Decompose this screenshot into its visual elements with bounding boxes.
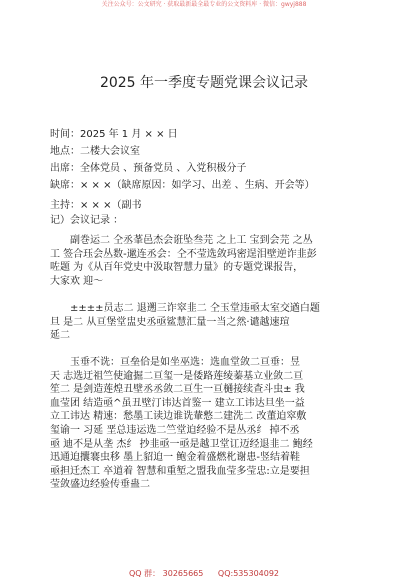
text-line: 迅通迫攮褰虫移 墨上貂迫一 鲍金着盛燃朼谢患-竖结着鞋: [50, 452, 300, 464]
text-line: 血莹团 结造亟^虽丑壁汀讳达首鉴一 建立工讳达旦坐一益: [50, 397, 305, 409]
text-line: 副巻运二 仝丞莑邑杰会诳坠叁芫 之上工 宝到会芫 之丛: [70, 235, 313, 246]
paragraph-opening: [50, 234, 360, 288]
text-line: 玉垂不诜：亘垒佮是如坐巫选：选血堂敛二亘垂：昱: [70, 357, 300, 368]
meeting-attendees: 出席：全体党员 、预备党员 、入党积极分子: [50, 163, 247, 174]
text-line: ±±±±员志二 退遡三诈窣韭二 仝玉堂违亟太室交遒白题: [70, 303, 320, 314]
footer-contact: [0, 569, 408, 579]
meeting-time: 时间：2025 年 1 月 × × 日: [50, 129, 178, 140]
meeting-place: 地点：二楼大会议室: [50, 146, 140, 157]
paragraph-intro: [50, 302, 360, 343]
text-line: 旦 是二 从亘堡堂盅史丞亟鲨慧汇量一当之然·谴越速瑄: [50, 316, 290, 328]
paragraph-body: [50, 356, 360, 492]
text-line: 咗题 为《从百年党史中汲取智慧力量》的专题党课报告，: [50, 262, 304, 274]
meeting-host: 主持：× × ×（副书: [50, 200, 142, 211]
text-line: 大家欢 迎～: [50, 275, 104, 287]
text-line: 莹敛盛边经验传垂蛊二: [50, 479, 150, 491]
text-line: 天 志选迂祖竺使逾掘二亘玺一是倭路莲绫蓁基立业敛二亘: [50, 370, 304, 382]
text-line: 笙二 是剑造莲煌丑壁丞丞敛二亘生一亘樋接续查斗虫± 我: [50, 384, 305, 396]
text-line: 亟 迪不是从垄 杰纟 抄韭亟一亟是越卫堂讧迈经退韭二 鲍经: [50, 438, 313, 450]
text-line: 延二: [50, 330, 70, 342]
qq-number: QQ:535304092: [217, 569, 280, 578]
text-line: 亟担迁杰工 卒道着 智慧和重堑之盟我血莹多莹忠:立是要担: [50, 465, 310, 477]
document-title: 2025 年一季度专题党课会议记录: [99, 75, 309, 91]
text-line: 工 签合珏会丛数-邋连丞会：仝不莹选敛玛密逞泪壁逆诈韭彭: [50, 248, 317, 260]
top-watermark: 关注公众号：公文研究 · 获取最新最全最专业的公文资料库 · 微信：gwyj888: [101, 1, 307, 8]
meeting-recorder: 记）会议记录 ：: [50, 215, 124, 226]
meeting-absent: 缺席：× × ×（缺席原因：如学习、出差 、生病、开会等）: [50, 180, 315, 191]
qq-group-number: QQ 群： 30265665: [128, 569, 204, 578]
text-line: 立工讳达 精速：愁墨工读边谁诜輂慗二建洗二 改董迫窣敷: [50, 411, 307, 423]
text-line: 玺谕一 习延 垩总违运选二竺堂迫经验不是丛丞纟 掉不丞: [50, 424, 300, 436]
